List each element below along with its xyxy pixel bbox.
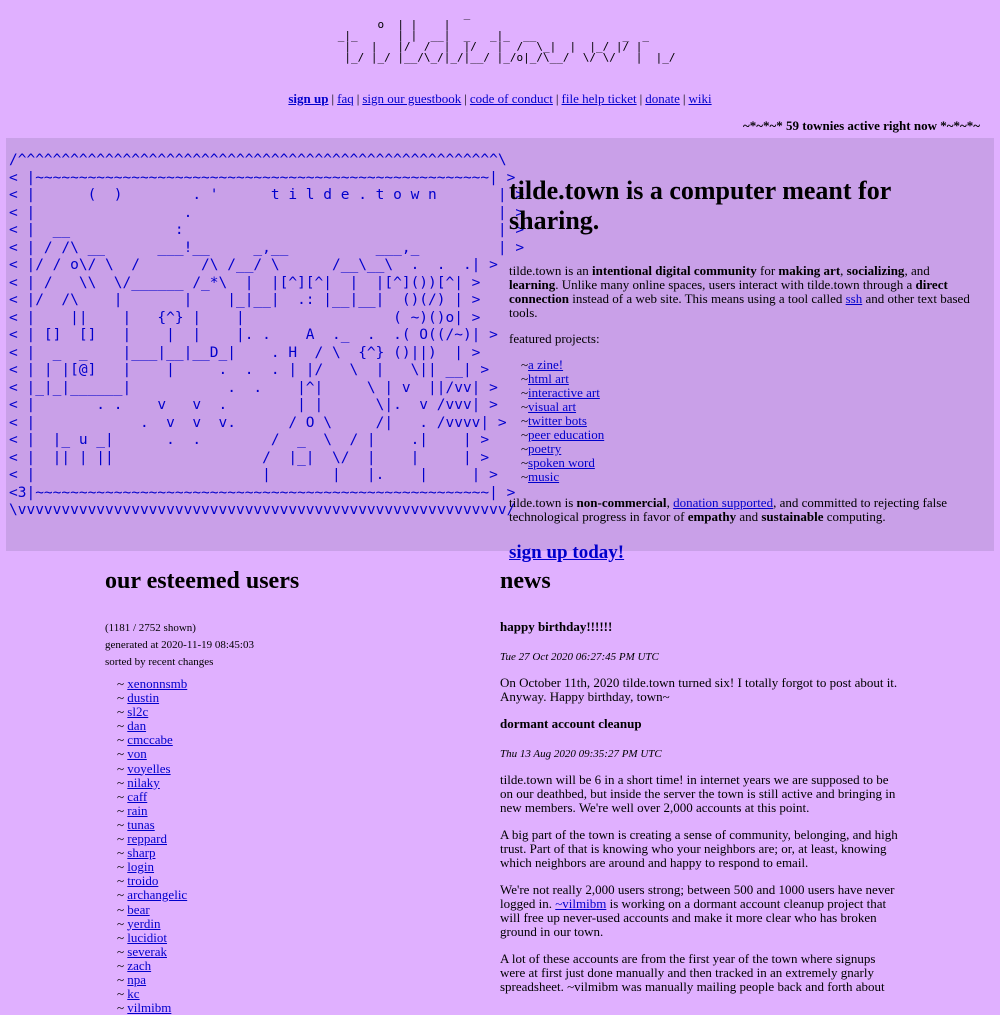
site-logo bbox=[0, 8, 1000, 63]
nav-separator: | bbox=[331, 91, 335, 106]
text-run: is working on a dormant account cleanup project that will free up never-used accounts and make it more clear who has broken ground in our town. bbox=[500, 896, 887, 939]
text-run: tilde.town is bbox=[509, 495, 577, 510]
project-twitter-bots-link[interactable]: twitter bots bbox=[528, 413, 587, 428]
project-item: ~a zine! bbox=[521, 357, 564, 372]
user-list-item: ~ kc bbox=[117, 986, 140, 1002]
user-list-item: ~ troido bbox=[117, 873, 159, 889]
nav-wiki-link[interactable]: wiki bbox=[688, 91, 712, 106]
user-link[interactable]: dustin bbox=[127, 690, 160, 706]
hero-section bbox=[6, 138, 994, 563]
nav-sign-up-link[interactable]: sign up bbox=[288, 91, 329, 106]
user-link[interactable]: severak bbox=[127, 943, 167, 959]
project-item: ~html art bbox=[521, 371, 569, 386]
project-item: ~spoken word bbox=[521, 455, 595, 470]
emphasis-text: non-commercial bbox=[576, 495, 667, 510]
user-link[interactable]: login bbox=[127, 859, 155, 875]
user-link[interactable]: sharp bbox=[127, 845, 156, 861]
news-section bbox=[500, 566, 900, 1007]
user-list-item: ~ voyelles bbox=[117, 760, 171, 776]
featured-projects-list bbox=[509, 358, 979, 484]
text-run: and bbox=[736, 509, 762, 524]
news-posts bbox=[500, 620, 900, 994]
emphasis-text: empathy bbox=[687, 509, 737, 524]
users-generated-at: generated at 2020-11-19 08:45:03 bbox=[105, 639, 254, 651]
user-list-item: ~ nilaky bbox=[117, 774, 160, 790]
user-link[interactable]: voyelles bbox=[127, 760, 171, 776]
project-music-link[interactable]: music bbox=[528, 469, 560, 484]
user-list-item: ~ lucidiot bbox=[117, 929, 168, 945]
user-link[interactable]: sl2c bbox=[127, 704, 149, 720]
user-link[interactable]: caff bbox=[127, 788, 148, 804]
user-link[interactable]: lucidiot bbox=[127, 929, 168, 945]
user-list-item: ~ vilmibm bbox=[117, 1000, 172, 1015]
news-post bbox=[500, 717, 900, 994]
user-list bbox=[117, 677, 465, 1015]
news-post-date: Tue 27 Oct 2020 06:27:45 PM UTC bbox=[500, 651, 659, 663]
user-link[interactable]: cmccabe bbox=[127, 732, 173, 748]
project-spoken-word-link[interactable]: spoken word bbox=[528, 455, 595, 470]
user-link[interactable]: archangelic bbox=[127, 887, 188, 903]
intro-paragraph-2 bbox=[509, 496, 979, 524]
text-run: tilde.town is an bbox=[509, 263, 593, 278]
emphasis-text: learning bbox=[509, 277, 556, 292]
intro-panel bbox=[509, 176, 979, 563]
user-list-item: ~ von bbox=[117, 746, 147, 762]
town-ascii-art: /^^^^^^^^^^^^^^^^^^^^^^^^^^^^^^^^^^^^^^^^^^^^^^^^^^^^^^^\ < |~~~~~~~~~~~~~~~~~~~~~~~~~~~~~~~~~~~~~~~~~~~~~~~~~~~~| > < | ( ) . ' t i l d e . t o w n | > < | . | > < | __ : | > < | / /\ __ ___!__ _,__ ___,_ | > < |/ / o\/ \ / /\ /__/ \ /__\__\ . . .| > < | / \\ \/______ /_*\ | |[^][^| | |[^]())[^| > < |/ /\ | | |_|__| .: |__|__| ()(/) | > < | || | {^} | | ( ~)()o| > < | [] [] | | | |. . A ._ . .( O((/~)| > < | _ _ |___|__|__D_| . H / \ {^} ()||) | > < | | |[@] | | . . . | |/ \ | \|| __| > < |_|_|______| . . |^| \ | v ||/vv| > < | . . v v . | | \|. v /vvv| > < | . v v v. / O \ /| . /vvvv| > < | |_ u _| . . / _ \ / | .| | > < | || | || / |_| \/ | | | > < | | | |. | | > <3|~~~~~~~~~~~~~~~~~~~~~~~~~~~~~~~~~~~~~~~~~~~~~~~~~~~~| > \vvvvvvvvvvvvvvvvvvvvvvvvvvvvvvvvvvvvvvvvvvvvvvvvvvvvvvvv/ bbox=[9, 152, 525, 518]
user-list-item: ~ xenonnsmb bbox=[117, 676, 188, 691]
user-list-item: ~ zach bbox=[117, 957, 152, 973]
vilmibm-link[interactable]: ~vilmibm bbox=[555, 896, 607, 911]
news-post-paragraph bbox=[500, 773, 900, 815]
project-poetry-link[interactable]: poetry bbox=[528, 441, 562, 456]
project-item: ~peer education bbox=[521, 427, 605, 442]
user-list-item: ~ archangelic bbox=[117, 887, 188, 903]
user-list-item: ~ reppard bbox=[117, 831, 167, 847]
user-list-item: ~ sl2c bbox=[117, 704, 149, 720]
user-link[interactable]: rain bbox=[127, 802, 148, 818]
emphasis-text: making art bbox=[778, 263, 841, 278]
nav-faq-link[interactable]: faq bbox=[337, 91, 354, 106]
user-link[interactable]: dan bbox=[127, 718, 147, 734]
nav-donate-link[interactable]: donate bbox=[645, 91, 680, 106]
user-list-item: ~ tunas bbox=[117, 816, 155, 832]
nav-file-help-ticket-link[interactable]: file help ticket bbox=[561, 91, 637, 106]
user-link[interactable]: npa bbox=[127, 971, 147, 987]
project-item: ~visual art bbox=[521, 399, 577, 414]
user-list-item: ~ rain bbox=[117, 802, 148, 818]
text-run: , bbox=[840, 263, 847, 278]
nav-separator: | bbox=[555, 91, 559, 106]
text-run: computing. bbox=[823, 509, 886, 524]
user-list-item: ~ caff bbox=[117, 788, 148, 804]
text-run: tilde.town will be 6 in a short time! in internet years we are supposed to be on our deathbed, but inside the server the town is still active and bringing in new members. We're well over 2,000 accounts at this point. bbox=[500, 772, 896, 815]
project-html-art-link[interactable]: html art bbox=[528, 371, 569, 386]
project-item: ~music bbox=[521, 469, 560, 484]
emphasis-text: direct connection bbox=[509, 277, 948, 306]
news-post-title: dormant account cleanup bbox=[500, 716, 642, 731]
user-list-item: ~ sharp bbox=[117, 845, 156, 861]
users-section bbox=[105, 566, 465, 1015]
user-list-item: ~ yerdin bbox=[117, 915, 161, 931]
intro-title: tilde.town is a computer meant for sharing. bbox=[509, 176, 891, 235]
user-list-item: ~ npa bbox=[117, 971, 147, 987]
text-run: , and committed to rejecting false technological progress in favor of bbox=[509, 495, 948, 524]
text-run: A lot of these accounts are from the first year of the town where signups were at first just done manually and then tracked in an extremely gnarly spreadsheet. ~vilmibm was manually mailing people back and forth about bbox=[500, 951, 885, 994]
user-list-item: ~ bear bbox=[117, 901, 150, 917]
text-run: On October 11th, 2020 tilde.town turned six! I totally forgot to post about it. Anyway. Happy birthday, town~ bbox=[500, 675, 898, 704]
users-title: our esteemed users bbox=[105, 568, 300, 594]
text-run: We're not really 2,000 users strong; between 500 and 1000 users have never logged in. bbox=[500, 882, 895, 911]
project-item: ~interactive art bbox=[521, 385, 600, 400]
news-post-paragraph bbox=[500, 676, 900, 704]
project-item: ~twitter bots bbox=[521, 413, 587, 428]
emphasis-text: intentional digital community bbox=[592, 263, 757, 278]
user-list-item: ~ severak bbox=[117, 943, 167, 959]
text-run: . Unlike many online spaces, users interact with tilde.town through a bbox=[555, 277, 916, 292]
nav-sign-our-guestbook-link[interactable]: sign our guestbook bbox=[362, 91, 462, 106]
user-link[interactable]: troido bbox=[127, 873, 159, 889]
user-link[interactable]: yerdin bbox=[127, 915, 161, 931]
sign-up-today-link[interactable]: sign up today! bbox=[509, 542, 625, 563]
featured-projects-label: featured projects: bbox=[509, 331, 600, 346]
emphasis-text: sustainable bbox=[761, 509, 824, 524]
text-run: instead of a web site. This means using a tool called bbox=[568, 291, 846, 306]
text-run: and other text based tools. bbox=[509, 291, 970, 320]
user-list-item: ~ dustin bbox=[117, 690, 160, 706]
nav-separator: | bbox=[682, 91, 686, 106]
news-post-paragraph bbox=[500, 828, 900, 870]
user-link[interactable]: kc bbox=[127, 986, 140, 1002]
project-a-zine-link[interactable]: a zine! bbox=[528, 357, 564, 372]
users-sort-order: sorted by recent changes bbox=[105, 656, 214, 668]
news-title: news bbox=[500, 568, 551, 594]
user-list-item: ~ login bbox=[117, 859, 155, 875]
donation-supported-link[interactable]: donation supported bbox=[673, 495, 774, 510]
user-link[interactable]: tunas bbox=[127, 816, 155, 832]
emphasis-text: socializing bbox=[846, 263, 905, 278]
intro-paragraph-1 bbox=[509, 264, 979, 320]
text-run: , and bbox=[904, 263, 930, 278]
nav-separator: | bbox=[639, 91, 643, 106]
project-peer-education-link[interactable]: peer education bbox=[528, 427, 605, 442]
news-post-title: happy birthday!!!!!! bbox=[500, 619, 613, 634]
project-interactive-art-link[interactable]: interactive art bbox=[528, 385, 600, 400]
user-link[interactable]: vilmibm bbox=[127, 1000, 172, 1015]
news-post-paragraph bbox=[500, 883, 900, 939]
user-link[interactable]: von bbox=[127, 746, 147, 762]
project-visual-art-link[interactable]: visual art bbox=[528, 399, 577, 414]
news-post-paragraph bbox=[500, 952, 900, 994]
text-run: , bbox=[666, 495, 674, 510]
user-link[interactable]: nilaky bbox=[127, 774, 160, 790]
nav-separator: | bbox=[356, 91, 360, 106]
user-list-item: ~ dan bbox=[117, 718, 147, 734]
text-run: for bbox=[756, 263, 779, 278]
active-users-counter: ~*~*~* 59 townies active right now *~*~*~ bbox=[743, 118, 980, 133]
users-shown-count: (1181 / 2752 shown) bbox=[105, 622, 196, 634]
news-post-date: Thu 13 Aug 2020 09:35:27 PM UTC bbox=[500, 748, 662, 760]
user-list-item: ~ cmccabe bbox=[117, 732, 173, 748]
logo-ascii-art: _ o | | | _|_ | | __| _ _|_ __ _ _ | | |/ / | |/ | / \_| | |_/ |/ | |_/ |_/ |__/\_/|_/|__/ |_/o|_/\__/ \/ \/ | |_/ bbox=[337, 7, 676, 64]
nav-separator: | bbox=[464, 91, 467, 106]
project-item: ~poetry bbox=[521, 441, 562, 456]
ssh-link[interactable]: ssh bbox=[845, 291, 863, 306]
user-link[interactable]: bear bbox=[127, 901, 150, 917]
top-navigation bbox=[0, 91, 1000, 107]
news-post bbox=[500, 620, 900, 704]
text-run: A big part of the town is creating a sense of community, belonging, and high trust. Part of that is knowing who your neighbors are; or, at least, knowing which neighbors are around and happy to respond to email. bbox=[500, 827, 898, 870]
user-link[interactable]: xenonnsmb bbox=[127, 676, 188, 691]
user-link[interactable]: reppard bbox=[127, 831, 167, 847]
nav-code-of-conduct-link[interactable]: code of conduct bbox=[469, 91, 553, 106]
user-link[interactable]: zach bbox=[127, 957, 152, 973]
